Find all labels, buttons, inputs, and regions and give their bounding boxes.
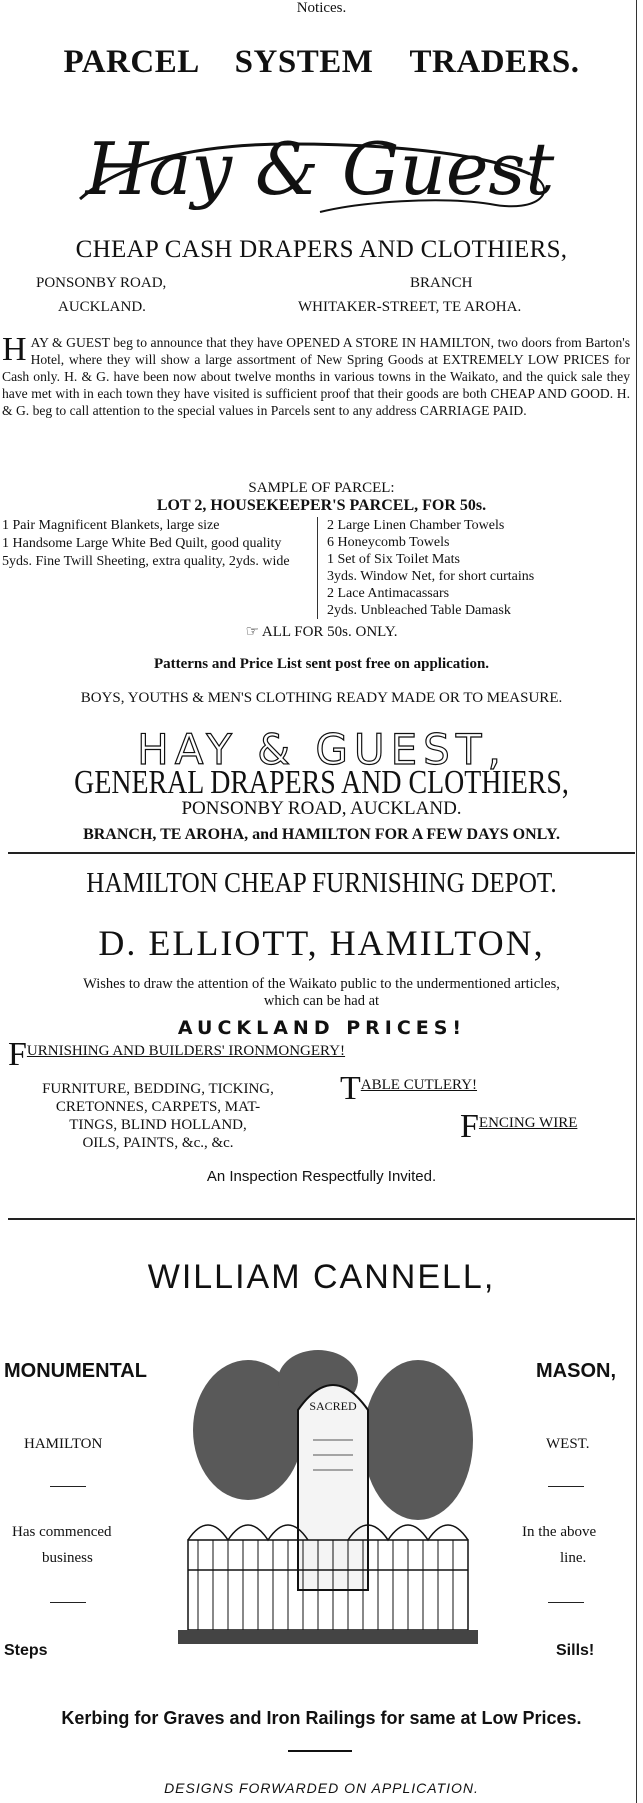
fencing-text: ENCING WIRE (478, 1115, 578, 1131)
elliott-name: D. ELLIOTT, HAMILTON, (98, 923, 545, 963)
list-item: 2yds. Unbleached Table Damask (327, 603, 511, 618)
hamilton-label: HAMILTON (24, 1436, 103, 1452)
designs-line: DESIGNS FORWARDED ON APPLICATION. (164, 1780, 479, 1796)
furniture-line-3: TINGS, BLIND HOLLAND, (69, 1117, 247, 1133)
small-rule (50, 1602, 86, 1603)
small-rule (548, 1486, 584, 1487)
depot-title: HAMILTON CHEAP FURNISHING DEPOT. (86, 868, 557, 899)
mason-heading: MASON, (536, 1360, 616, 1382)
sample-heading: SAMPLE OF PARCEL: (248, 480, 395, 496)
clothing-line: BOYS, YOUTHS & MEN'S CLOTHING READY MADE OR TO MEASURE. (80, 690, 563, 706)
steps-label: Steps (4, 1642, 48, 1659)
furnishing-text: URNISHING AND BUILDERS' IRONMONGERY! (26, 1043, 346, 1059)
list-item: 2 Large Linen Chamber Towels (327, 518, 505, 533)
ponsonby-line: PONSONBY ROAD, AUCKLAND. (181, 798, 462, 819)
column-divider (317, 517, 318, 619)
kerbing-line: Kerbing for Graves and Iron Railings for same at Low Prices. (61, 1708, 582, 1728)
above-line-1: In the above (522, 1524, 597, 1540)
wishes-line-1: Wishes to draw the attention of the Waikato public to the undermentioned articles, (83, 976, 560, 992)
monument-illustration (168, 1340, 484, 1670)
general-line: GENERAL DRAPERS AND CLOTHIERS, (74, 764, 569, 801)
dropcap-h: H (2, 331, 27, 368)
branch-line: BRANCH, TE AROHA, and HAMILTON FOR A FEW DAYS ONLY. (83, 826, 560, 843)
list-item: 2 Lace Antimacassars (327, 586, 450, 601)
list-item: 1 Pair Magnificent Blankets, large size (2, 518, 220, 533)
drapers-subtitle: CHEAP CASH DRAPERS AND CLOTHIERS, (75, 236, 568, 263)
fencing-cap: F (460, 1108, 479, 1145)
furniture-list (8, 1080, 308, 1152)
cutlery-text: ABLE CUTLERY! (360, 1077, 478, 1093)
divider-rule (8, 852, 635, 854)
commenced-line-2: business (42, 1550, 93, 1566)
hay-guest-logo (60, 104, 580, 234)
inspection-line: An Inspection Respectfully Invited. (206, 1168, 437, 1185)
outlined-name-text: HAY & GUEST, (137, 725, 507, 772)
furnishing-cap: F (8, 1036, 27, 1073)
lot-heading: LOT 2, HOUSEKEEPER'S PARCEL, FOR 50s. (156, 497, 487, 514)
monument-text: SACRED (309, 1399, 357, 1413)
small-rule (288, 1750, 352, 1752)
above-line-2: line. (560, 1550, 587, 1566)
right-border-line (636, 0, 637, 1803)
furniture-line-2: CRETONNES, CARPETS, MAT- (55, 1099, 261, 1115)
paragraph-text: AY & GUEST beg to announce that they have OPENED A STORE IN HAMILTON, two doors from Barton's Hotel, where they will show a large assortment of New Spring Goods at EXTREMELY LOW PRICES for Cash only. H. & G. have been now about twelve months in various towns in the Waikato, and the quick sale they have met with in each town they have visited is sufficient proof that their goods are both CHEAP AND GOOD. H. & G. beg to call attention to the special values in Parcels sent to any address CARRIAGE PAID. (2, 335, 630, 418)
items-left-column (2, 517, 310, 570)
list-item: 1 Handsome Large White Bed Quilt, good quality (2, 536, 282, 551)
small-rule (548, 1602, 584, 1603)
parcel-title: PARCEL SYSTEM TRADERS. (63, 44, 580, 80)
address-right-2: WHITAKER-STREET, TE AROHA. (298, 299, 522, 315)
all-for-line: ☞ ALL FOR 50s. ONLY. (245, 624, 398, 640)
logo-text: Hay & Guest (85, 127, 555, 211)
cannell-name: WILLIAM CANNELL, (147, 1258, 496, 1296)
list-item: 6 Honeycomb Towels (327, 535, 450, 550)
patterns-line: Patterns and Price List sent post free on application. (153, 656, 490, 672)
address-left-2: AUCKLAND. (58, 299, 146, 315)
announcement-paragraph (2, 331, 630, 419)
list-item: 1 Set of Six Toilet Mats (327, 552, 460, 567)
cutlery-line (340, 1070, 477, 1108)
list-item: 3yds. Window Net, for short curtains (327, 569, 535, 584)
divider-rule (8, 1218, 635, 1220)
items-right-column (327, 517, 633, 619)
small-rule (50, 1486, 86, 1487)
section-header: Notices. (296, 0, 347, 16)
address-left-1: PONSONBY ROAD, (36, 275, 167, 291)
furniture-line-1: FURNITURE, BEDDING, TICKING, (42, 1081, 274, 1097)
cutlery-cap: T (340, 1070, 361, 1107)
prices-text: AUCKLAND PRICES! (177, 1017, 467, 1039)
west-label: WEST. (546, 1436, 590, 1452)
commenced-line-1: Has commenced (12, 1524, 112, 1540)
furnishing-line (8, 1036, 345, 1074)
furniture-line-4: OILS, PAINTS, &c., &c. (82, 1135, 234, 1151)
fencing-line (460, 1108, 577, 1146)
wishes-line-2: which can be had at (263, 993, 380, 1009)
list-item: 5yds. Fine Twill Sheeting, extra quality, 2yds. wide (2, 554, 290, 569)
sills-label: Sills! (556, 1642, 595, 1659)
monumental-heading: MONUMENTAL (4, 1360, 147, 1382)
address-right-1: BRANCH (410, 275, 473, 291)
